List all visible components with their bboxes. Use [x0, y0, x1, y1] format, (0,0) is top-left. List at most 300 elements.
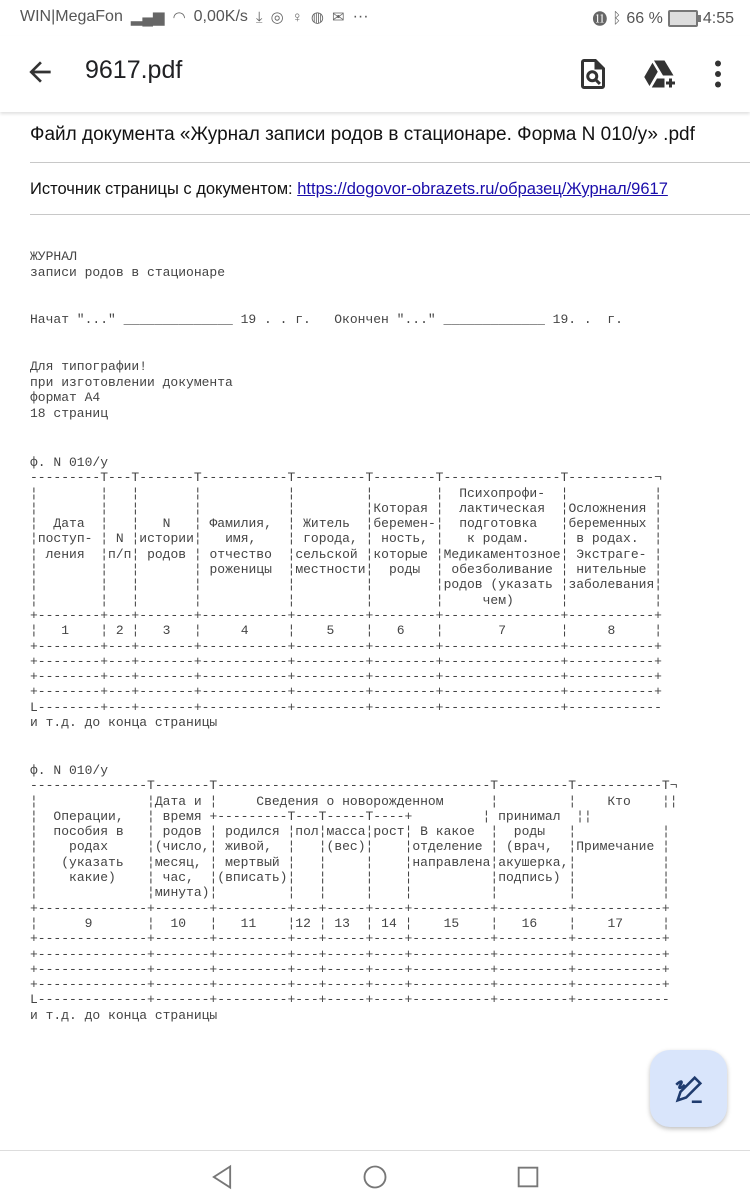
table-cell: 13 [326, 915, 366, 931]
table-cell: роженицы [201, 562, 288, 578]
table-rule: ¦ [490, 870, 499, 886]
form-label [30, 455, 662, 470]
table-row [30, 962, 678, 977]
viber-icon: ◎ [270, 9, 284, 26]
navigation-bar [0, 1150, 750, 1201]
table-cell [295, 870, 318, 885]
table-rule: ¦ [30, 885, 38, 901]
table-cell: (врач, [498, 839, 569, 855]
table-rule: ¦ [404, 824, 413, 840]
table-cell [108, 516, 131, 531]
table-rule: ¦ [490, 885, 499, 901]
table-cell: какие) [37, 870, 148, 886]
table-cell [139, 501, 194, 516]
table-rule: ¦ [287, 885, 296, 901]
table-cell [108, 562, 131, 577]
table-rule: ¦ [568, 870, 577, 886]
table-rule: +--------------+-------+---------+---+-----+----+----------+---------+-----------+ [30, 961, 670, 977]
odnoklassniki-icon: ♀ [291, 8, 303, 26]
table-rule: ¦ [147, 793, 155, 809]
table-cell: роды [373, 562, 436, 578]
table-rule: ¦ [30, 485, 38, 501]
table-rule: ¦ [193, 500, 202, 516]
table-cell: (вписать) [217, 870, 288, 886]
table-rule: +--------+---+-------+-----------+---------+--------+---------------+-----------+ [30, 653, 662, 669]
table-header-row [30, 547, 662, 562]
table-rule: ¦ [490, 824, 499, 840]
table-rule: ¦ [147, 915, 155, 931]
table-rule: ¦ [131, 531, 140, 547]
table-cell [373, 486, 435, 501]
table-rule: +--------+---+-------+-----------+---------+--------+---------------+-----------+ [30, 684, 662, 700]
table-rule: ¦ [193, 546, 202, 562]
table-cell: принимал [490, 808, 577, 824]
table-cell [295, 593, 365, 608]
table-rule: ¦ [100, 562, 109, 578]
table-cell: истории [139, 531, 194, 547]
table-top-border [30, 778, 678, 793]
table-cell: час, [154, 870, 210, 886]
table-rule: ¦ [482, 808, 491, 824]
wifi-icon: ◠ [172, 9, 186, 26]
preamble-line [30, 343, 623, 359]
table-rule: ¦ [30, 808, 38, 824]
table-cell [202, 577, 288, 592]
table-cell: подготовка [443, 516, 561, 532]
table-rule: +--------+---+-------+-----------+---------+--------+---------------+-----------+ [30, 669, 662, 685]
table-rule: ¦ [404, 870, 413, 886]
table-rule: ¦ [30, 500, 38, 516]
table-cell [568, 486, 654, 501]
table-cell: Экстраге- [568, 546, 655, 562]
table-rule: ¦ [131, 592, 140, 608]
table-rule: ¦ [654, 516, 663, 532]
table-rule: ¦ [287, 824, 296, 840]
data-saver-icon: ⓫ [592, 11, 608, 28]
table-rule: ¦ [568, 839, 577, 855]
table-rule: ¦ [147, 885, 155, 901]
more-notifications: ··· [352, 8, 369, 25]
column-number-row [30, 916, 678, 931]
table-row [30, 654, 662, 669]
table-cell: Дата и [154, 793, 210, 809]
table-rule: ¦ [560, 592, 569, 608]
table-rule: ¦ [490, 793, 499, 809]
table-rule: L--------+---+-------+-----------+---------+--------+---------------+------------ [30, 699, 662, 715]
document-heading: Файл документа «Журнал записи родов в стационаре. Форма N 010/у» .pdf [30, 124, 695, 145]
table-cell: местности [295, 562, 366, 578]
table-rule: ¦ [30, 623, 38, 639]
table-cell: В какое [412, 824, 491, 840]
table-rule: ¦ [568, 915, 577, 931]
table-rule: ¦ [209, 793, 218, 809]
table-rule: ¦ [318, 915, 327, 931]
table-rule: ¦ [209, 885, 218, 901]
table-cell: Житель [295, 516, 366, 532]
table-rule: ¦ [287, 531, 296, 547]
table-cell: N [108, 531, 132, 547]
table-header-row [30, 562, 662, 577]
table-rule: ¦ [287, 500, 296, 516]
table-cell [576, 824, 662, 839]
table-rule: ¦ [568, 885, 577, 901]
table-rule: ¦ [30, 546, 38, 562]
table-rule: ¦ [662, 915, 670, 931]
table-cell: родах [37, 839, 148, 855]
table-cell [295, 577, 365, 592]
table-header-row [30, 531, 662, 546]
table-cell: минута) [154, 885, 210, 901]
table-rule: ¦ [30, 577, 38, 593]
table-rule: ¦ [365, 531, 374, 547]
table-cell [295, 885, 318, 900]
table-rule: ¦ [435, 500, 444, 516]
table-cell: 8 [568, 623, 655, 639]
table-rule: ¦ [318, 839, 327, 855]
back-arrow-icon[interactable] [24, 56, 56, 88]
table-cell [38, 885, 147, 900]
preamble-line: записи родов в стационаре [30, 264, 226, 280]
table-rule: ¦ [193, 592, 202, 608]
journal-table-2 [30, 763, 678, 1023]
table-rule: ¦ [435, 623, 444, 639]
table-rule: ¦ [560, 500, 569, 516]
table-rule: ¦ [193, 623, 202, 639]
table-cell [108, 593, 131, 608]
source-line [30, 180, 668, 199]
table-rule: ¦ [435, 531, 444, 547]
table-cell: месяц, [154, 854, 210, 870]
table-rule: ¦ [147, 824, 155, 840]
table-rule: ¦ [404, 839, 413, 855]
table-rule: ¦ [193, 562, 202, 578]
carrier-name: WIN|MegaFon [20, 8, 123, 25]
table-rule: ¦ [30, 793, 38, 809]
table-cell: Медикаментозное [443, 546, 561, 562]
table-rule: ¦ [287, 854, 296, 870]
table-rule: ¦ [131, 485, 140, 501]
table-rule: ¦ [662, 839, 670, 855]
table-rule: ¦ [404, 885, 413, 901]
table-cell: родов [154, 824, 210, 840]
table-rule: ¦ [287, 592, 296, 608]
table-cell [139, 577, 194, 592]
table-rule: ¦ [100, 516, 109, 532]
table-cell: и т.д. до конца страницы [30, 1007, 218, 1023]
table-rule: ¦ [560, 531, 569, 547]
recents-square-icon[interactable] [514, 1163, 542, 1191]
table-cell: п/п [108, 546, 132, 562]
table-rule: ¦ [100, 531, 109, 547]
table-rule: +--------------+-------+---------+---+-----+----+----------+---------+-----------+ [30, 931, 670, 947]
table-rule: ¦ [287, 516, 296, 532]
table-rule: ¦ [287, 546, 296, 562]
table-cell [498, 885, 568, 900]
table-rule: ¦ [365, 546, 374, 562]
table-rule: ¦ [560, 562, 569, 578]
table-rule: ¦ [30, 854, 38, 870]
table-rule: ¦ [404, 854, 413, 870]
table-header-row [30, 794, 678, 809]
table-rule: ¦ [583, 808, 592, 824]
table-rule: ¦ [435, 592, 444, 608]
table-cell: Дата [37, 516, 101, 532]
battery-icon [668, 10, 698, 27]
table-cell: 17 [576, 915, 663, 931]
table-rule: ¦ [404, 915, 413, 931]
table-cell [327, 885, 366, 900]
table-rule: ¦ [209, 854, 218, 870]
table-rule: ¦ [287, 562, 296, 578]
table-cell: чем) [443, 592, 561, 608]
table-rule: ¦ [318, 854, 327, 870]
table-rule: ¦ [30, 839, 38, 855]
divider [30, 214, 750, 215]
table-cell: 3 [139, 623, 194, 639]
table-rule: ¦ [318, 870, 327, 886]
table-cell: которые [373, 546, 436, 562]
source-label: Источник страницы с документом: [30, 180, 298, 198]
table-rule: ¦ [365, 562, 374, 578]
table-rule: ¦ [365, 516, 374, 532]
table-rule: ¦ [131, 577, 140, 593]
file-title: 9617.pdf [85, 56, 183, 84]
battery-percent: 66 % [626, 9, 663, 27]
table-cell: 14 [373, 915, 405, 931]
add-to-drive-icon[interactable] [642, 56, 678, 92]
table-bottom-border [30, 992, 678, 1007]
table-cell: Операции, [37, 808, 148, 824]
table-cell [412, 870, 490, 885]
table-bottom-border [30, 700, 662, 715]
table-rule: ¦ [30, 592, 38, 608]
table-row [30, 931, 678, 946]
table-rule: ¦ [193, 531, 202, 547]
table-rule: ¦ [365, 839, 374, 855]
table-rule: ¦ [131, 623, 140, 639]
table-cell: ления [37, 546, 101, 562]
table-rule: ¦ [147, 808, 155, 824]
table-rule: ¦ [287, 870, 296, 886]
table-rule: ¦ [287, 485, 296, 501]
table-cell: 1 [37, 623, 101, 639]
table-rule: ¦ [435, 577, 444, 593]
table-rule: ¦ [209, 870, 218, 886]
table-rule: ¦ [209, 824, 218, 840]
table-cell [373, 870, 404, 885]
back-triangle-icon[interactable] [208, 1163, 236, 1191]
table-rule: ¦ [318, 824, 327, 840]
table-cell [327, 855, 366, 870]
table-rule: ¦ [654, 546, 663, 562]
table-rule: ¦ [209, 839, 218, 855]
table-cell: родов (указать [443, 577, 561, 593]
table-cell: Психопрофи- [443, 485, 561, 501]
table-rule: ¦ [560, 516, 569, 532]
preamble-line: Начат "..." ______________ 19 . . г. Окончен "..." _____________ 19. . г. [30, 311, 623, 327]
sync-app-icon: ◍ [310, 9, 324, 26]
table-rule: ¦ [30, 915, 38, 931]
table-cell: поступ- [37, 531, 101, 547]
table-rule: ¦ [365, 500, 374, 516]
column-number-row [30, 623, 662, 638]
table-cell [373, 593, 435, 608]
table-cell [202, 486, 288, 501]
table-cell: N [139, 516, 194, 532]
table-rule: ¦ [193, 485, 202, 501]
table-rule: ¦ [576, 808, 584, 824]
table-header-row [30, 593, 662, 608]
table-cell: ф. N 010/у [30, 763, 109, 778]
table-cell [38, 562, 100, 577]
table-cell: 7 [443, 623, 561, 639]
table-row [30, 947, 678, 962]
table-rule: ¦ [100, 485, 109, 501]
table-rule: ¦ [30, 516, 38, 532]
table-cell: к родам. [443, 531, 561, 547]
document-preamble [30, 249, 623, 422]
table-cell: живой, [217, 839, 288, 855]
table-cell: пол [295, 824, 319, 840]
table-rule: ¦ [435, 516, 444, 532]
table-rule: ¦ [287, 915, 296, 931]
table-rule: ¦ [654, 577, 663, 593]
table-cell [295, 839, 318, 854]
source-link[interactable]: https://dogovor-obrazets.ru/образец/Журнал/9617 [297, 180, 668, 198]
preamble-line: 18 страниц [30, 406, 109, 422]
preamble-line [30, 328, 623, 344]
table-cell: Которая [373, 500, 436, 516]
table-row [30, 977, 678, 992]
table-cell: родился [217, 824, 288, 840]
signal-icon: ▂▄▆ [130, 9, 165, 26]
table-rule: ¦ [287, 623, 296, 639]
table-rule: ¦ [560, 623, 569, 639]
preamble-line [30, 296, 623, 312]
table-header-row [30, 855, 678, 870]
table-rule: ¦ [654, 562, 663, 578]
table-cell [108, 486, 131, 501]
table-cell: отчество [201, 546, 288, 562]
preamble-line: ЖУРНАЛ [30, 249, 77, 264]
home-circle-icon[interactable] [361, 1163, 389, 1191]
table-cell: ф. N 010/у [30, 455, 109, 470]
table-rule: ¦ [147, 839, 155, 855]
table-cell [38, 486, 100, 501]
table-rule: +---------T---T-----T----+ [209, 808, 413, 824]
status-bar [0, 0, 750, 36]
table-rule: ¦ [287, 839, 296, 855]
table-rule: ¦ [662, 885, 670, 901]
table-cell: нительные [568, 562, 655, 578]
table-rule: L--------------+-------+---------+---+-----+----+----------+---------+------------ [30, 992, 670, 1008]
table-cell [139, 593, 194, 608]
table-rule: ¦ [100, 592, 109, 608]
table-row [30, 684, 662, 699]
table-cell [373, 855, 404, 870]
table-rule: ¦ [560, 577, 569, 593]
table-rule: ¦ [560, 485, 569, 501]
clock: 4:55 [702, 9, 734, 27]
table-cell: акушерка, [498, 854, 569, 870]
table-cell: (число, [154, 839, 210, 855]
table-rule: ¦ [100, 500, 109, 516]
table-cell: Фамилия, [201, 516, 288, 532]
bluetooth-icon: ᛒ [612, 10, 622, 27]
table-rule: ¦ [365, 592, 374, 608]
table-rule: ¦ [365, 623, 374, 639]
table-rule: +--------------+-------+---------+---+-----+----+----------+---------+-----------+ [30, 946, 670, 962]
table-cell [295, 855, 318, 870]
table-cell [576, 885, 662, 900]
table-cell [108, 501, 131, 516]
table-rule: ¦ [30, 562, 38, 578]
table-cell: обезболивание [443, 562, 561, 578]
annotate-fab-button[interactable] [650, 1050, 727, 1127]
table-rule: ¦ [662, 870, 670, 886]
table-rule: ---------T---T-------T-----------T---------T--------T---------------T-----------¬ [30, 470, 662, 486]
table-cell: 2 [108, 623, 132, 639]
find-in-page-icon[interactable] [575, 56, 611, 92]
preamble-line: Для типографии! [30, 358, 148, 374]
table-rule: ¦ [365, 915, 374, 931]
table-cell: роды [498, 824, 569, 840]
table-cell: 5 [295, 623, 366, 639]
table-rule: ¦ [435, 546, 444, 562]
table-cell [576, 855, 662, 870]
table-rule: ¦ [30, 824, 38, 840]
table-row-separator [30, 901, 678, 916]
table-rule: +--------------+-------+---------+---+-----+----+----------+---------+-----------+ [30, 977, 670, 993]
table-cell: 9 [37, 915, 148, 931]
table-rule: ¦ [318, 885, 327, 901]
table-header-row [30, 824, 678, 839]
table-rule: ¦ [100, 623, 109, 639]
table-cell: Примечание [576, 839, 663, 855]
table-cell: и т.д. до конца страницы [30, 715, 218, 731]
form-label [30, 763, 678, 778]
table-footer-note [30, 1008, 678, 1023]
table-cell: Осложнения [568, 500, 655, 516]
table-rule: +--------------+-------+---------+---+-----+----+----------+---------+-----------+ [30, 900, 670, 916]
table-cell: 15 [412, 915, 491, 931]
table-cell [202, 593, 288, 608]
table-cell [412, 885, 490, 900]
table-cell: лактическая [443, 500, 561, 516]
table-cell [38, 593, 100, 608]
table-cell [108, 577, 131, 592]
table-cell: время [154, 808, 210, 824]
table-cell: (указать [37, 854, 148, 870]
table-header-row [30, 839, 678, 854]
table-cell: 6 [373, 623, 436, 639]
journal-table-1 [30, 455, 662, 730]
table-header-row [30, 885, 678, 900]
table-rule: ¦ [100, 546, 109, 562]
table-footer-note [30, 715, 662, 730]
table-rule: +--------+---+-------+-----------+---------+--------+---------------+-----------+ [30, 607, 662, 623]
table-cell: (вес) [326, 839, 366, 855]
table-rule: ¦ [209, 915, 218, 931]
table-cell: 4 [201, 623, 288, 639]
more-vert-icon[interactable] [700, 56, 736, 92]
table-rule: ¦ [560, 546, 569, 562]
table-rule: ¦ [654, 485, 663, 501]
table-rule: ¦ [654, 623, 663, 639]
table-rule: ¦ [365, 870, 374, 886]
table-rule: ¦ [131, 516, 140, 532]
table-rule: ¦ [435, 562, 444, 578]
